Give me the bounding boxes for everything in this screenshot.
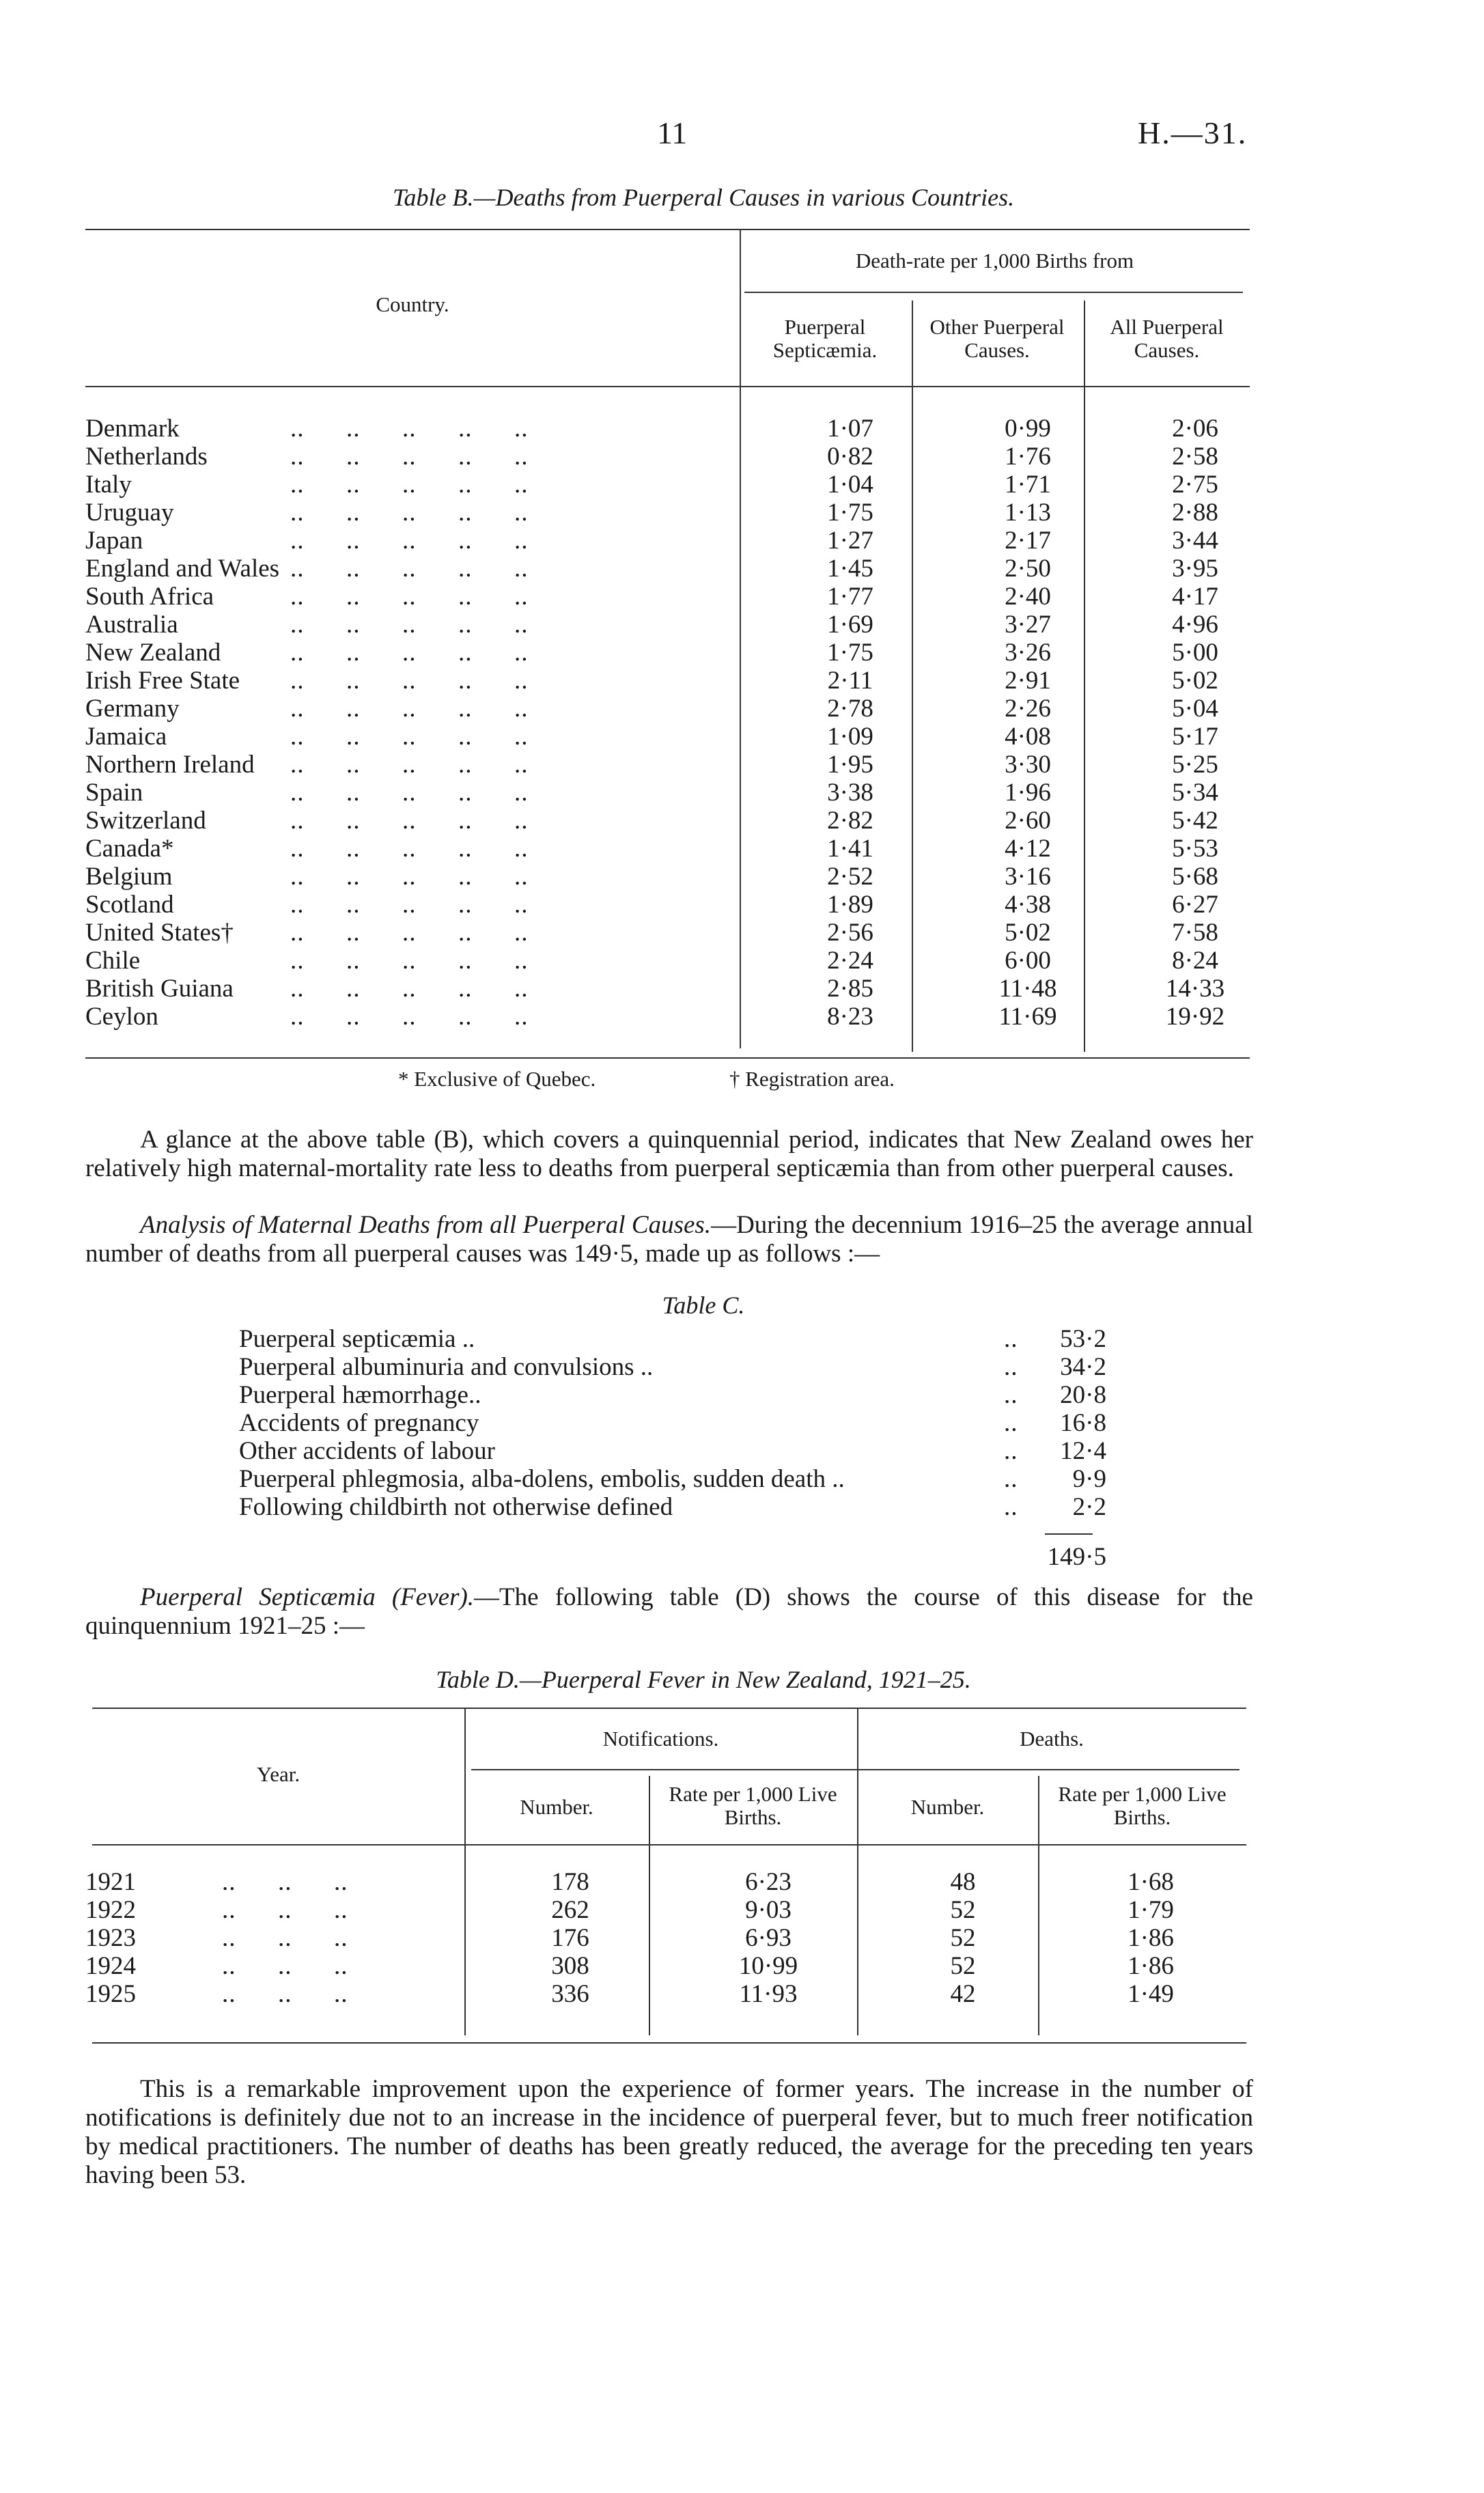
table-b-footnote-quebec: * Exclusive of Quebec. — [398, 1067, 596, 1091]
paragraph-septicaemia — [85, 1583, 1253, 1641]
cause-value: 9·9 — [1072, 1465, 1106, 1493]
table-row — [85, 1868, 1246, 1896]
table-row — [85, 1980, 1246, 2008]
septicaemia-rate: 1·45 — [827, 555, 873, 583]
all-causes-rate: 3·44 — [1172, 527, 1218, 555]
list-item — [239, 1353, 1106, 1381]
leader-dots: .. .. .. .. .. — [290, 863, 529, 891]
country-name: Switzerland — [85, 807, 206, 835]
notifications-number: 176 — [551, 1924, 589, 1952]
table-row — [85, 1952, 1246, 1980]
leader-dots: .. .. .. — [222, 1868, 348, 1896]
leader-dots: .. .. .. .. .. — [290, 751, 529, 779]
all-causes-rate: 3·95 — [1172, 555, 1218, 583]
page-number: 11 — [657, 115, 688, 150]
cause-value: 16·8 — [1060, 1409, 1106, 1437]
septicaemia-rate: 1·09 — [827, 723, 873, 751]
leader-dots: .. .. .. .. .. — [290, 947, 529, 975]
table-row — [85, 415, 1250, 443]
other-causes-rate: 11·48 — [998, 975, 1057, 1003]
all-causes-rate: 5·68 — [1172, 863, 1218, 891]
notifications-rate: 6·23 — [745, 1868, 792, 1896]
table-c-total-rule — [1045, 1533, 1093, 1535]
table-row — [85, 555, 1250, 583]
all-causes-rate: 2·75 — [1172, 471, 1218, 499]
paragraph-analysis-text: —During the decennium 1916–25 the average annual number of deaths from all puerperal causes was 149·5, made up as follows :— — [85, 1211, 1253, 1268]
other-causes-rate: 1·13 — [1005, 499, 1051, 527]
paragraph-septicaemia-heading: Puerperal Septicæmia (Fever). — [140, 1583, 475, 1611]
year: 1924 — [85, 1952, 136, 1980]
country-name: Ceylon — [85, 1003, 158, 1031]
table-b-col-all: All Puerperal Causes. — [1110, 315, 1224, 362]
table-b-header-rule — [85, 386, 1250, 387]
table-row — [85, 499, 1250, 527]
table-row — [85, 527, 1250, 555]
year: 1921 — [85, 1868, 136, 1896]
all-causes-rate: 2·58 — [1172, 443, 1218, 471]
table-d-bottom-rule — [92, 2042, 1246, 2044]
all-causes-rate: 5·04 — [1172, 695, 1218, 723]
all-causes-rate: 8·24 — [1172, 947, 1218, 975]
leader-dots: .. .. .. .. .. — [290, 779, 529, 807]
leader-dots: .. — [1004, 1493, 1018, 1521]
table-d-deaths-header: Deaths. — [1020, 1727, 1084, 1751]
country-name: Chile — [85, 947, 141, 975]
other-causes-rate: 3·27 — [1005, 611, 1051, 639]
country-name: Irish Free State — [85, 667, 240, 695]
table-d-group-rule — [471, 1769, 1240, 1770]
table-d-deaths-rate-header: Rate per 1,000 Live Births. — [1058, 1782, 1227, 1829]
country-name: Jamaica — [85, 723, 167, 751]
notifications-number: 308 — [551, 1952, 589, 1980]
deaths-number: 52 — [950, 1952, 976, 1980]
all-causes-rate: 5·42 — [1172, 807, 1218, 835]
leader-dots: .. — [1004, 1437, 1018, 1465]
cause-label: Following childbirth not otherwise defined — [239, 1493, 673, 1521]
all-causes-rate: 14·33 — [1165, 975, 1225, 1003]
deaths-number: 52 — [950, 1896, 976, 1924]
notifications-number: 178 — [551, 1868, 589, 1896]
table-b-bottom-rule — [85, 1057, 1250, 1059]
other-causes-rate: 3·16 — [1005, 863, 1051, 891]
list-item — [239, 1465, 1106, 1493]
other-causes-rate: 2·50 — [1005, 555, 1051, 583]
table-row — [85, 863, 1250, 891]
leader-dots: .. .. .. — [222, 1896, 348, 1924]
country-name: Australia — [85, 611, 178, 639]
leader-dots: .. — [1004, 1325, 1018, 1353]
table-d-notif-number-header: Number. — [520, 1795, 593, 1819]
table-b-col-other: Other Puerperal Causes. — [929, 315, 1065, 362]
table-d-notif-rate-header: Rate per 1,000 Live Births. — [669, 1782, 837, 1829]
paragraph-septicaemia-text: —The following table (D) shows the course of this disease for the quinquennium 1921–25 :— — [85, 1583, 1253, 1640]
leader-dots: .. — [1004, 1465, 1018, 1493]
cause-label: Other accidents of labour — [239, 1437, 495, 1465]
leader-dots: .. .. .. .. .. — [290, 443, 529, 471]
country-name: Italy — [85, 471, 132, 499]
all-causes-rate: 2·06 — [1172, 415, 1218, 443]
leader-dots: .. .. .. .. .. — [290, 975, 529, 1003]
other-causes-rate: 11·69 — [998, 1003, 1057, 1031]
table-row — [85, 947, 1250, 975]
table-row — [85, 1896, 1246, 1924]
other-causes-rate: 4·38 — [1005, 891, 1051, 919]
other-causes-rate: 2·17 — [1005, 527, 1051, 555]
table-d-top-rule — [92, 1708, 1246, 1709]
other-causes-rate: 6·00 — [1005, 947, 1051, 975]
leader-dots: .. .. .. .. .. — [290, 415, 529, 443]
table-row — [85, 835, 1250, 863]
septicaemia-rate: 1·27 — [827, 527, 873, 555]
septicaemia-rate: 2·85 — [827, 975, 873, 1003]
cause-value: 34·2 — [1060, 1353, 1106, 1381]
leader-dots: .. .. .. .. .. — [290, 807, 529, 835]
septicaemia-rate: 3·38 — [827, 779, 873, 807]
table-b-country-header: Country. — [376, 292, 449, 316]
leader-dots: .. .. .. .. .. — [290, 639, 529, 667]
other-causes-rate: 0·99 — [1005, 415, 1051, 443]
table-row — [85, 807, 1250, 835]
table-row — [85, 919, 1250, 947]
table-b-footnote-registration: † Registration area. — [729, 1067, 895, 1091]
cause-label: Puerperal albuminuria and convulsions .. — [239, 1353, 654, 1381]
deaths-rate: 1·86 — [1128, 1952, 1174, 1980]
other-causes-rate: 1·76 — [1005, 443, 1051, 471]
country-name: Netherlands — [85, 443, 208, 471]
paragraph-conclusion: This is a remarkable improvement upon the experience of former years. The increase in the number of notifications is definitely due not to an increase in the incidence of puerperal fever, but to much freer notification by medical practitioners. The number of deaths has been greatly reduced, the average for the preceding ten years having been 53. — [85, 2075, 1253, 2189]
septicaemia-rate: 1·89 — [827, 891, 873, 919]
leader-dots: .. .. .. .. .. — [290, 667, 529, 695]
leader-dots: .. .. .. .. .. — [290, 919, 529, 947]
septicaemia-rate: 1·04 — [827, 471, 873, 499]
all-causes-rate: 7·58 — [1172, 919, 1218, 947]
table-row — [85, 471, 1250, 499]
table-row — [85, 723, 1250, 751]
leader-dots: .. .. .. .. .. — [290, 555, 529, 583]
table-row — [85, 639, 1250, 667]
septicaemia-rate: 2·52 — [827, 863, 873, 891]
year: 1923 — [85, 1924, 136, 1952]
country-name: Spain — [85, 779, 143, 807]
septicaemia-rate: 1·41 — [827, 835, 873, 863]
septicaemia-rate: 0·82 — [827, 443, 873, 471]
leader-dots: .. .. .. .. .. — [290, 1003, 529, 1031]
country-name: South Africa — [85, 583, 214, 611]
other-causes-rate: 2·26 — [1005, 695, 1051, 723]
all-causes-rate: 6·27 — [1172, 891, 1218, 919]
other-causes-rate: 5·02 — [1005, 919, 1051, 947]
septicaemia-rate: 1·69 — [827, 611, 873, 639]
cause-label: Accidents of pregnancy — [239, 1409, 479, 1437]
paragraph-analysis-heading: Analysis of Maternal Deaths from all Puerperal Causes. — [140, 1211, 712, 1239]
table-row — [85, 751, 1250, 779]
table-b-group-header: Death-rate per 1,000 Births from — [855, 249, 1134, 273]
country-name: United States† — [85, 919, 234, 947]
table-d-year-header: Year. — [256, 1762, 300, 1786]
table-row — [85, 611, 1250, 639]
septicaemia-rate: 1·07 — [827, 415, 873, 443]
paragraph-table-b-summary: A glance at the above table (B), which covers a quinquennial period, indicates that New Zealand owes her relatively high maternal-mortality rate less to deaths from puerperal septicæmia than from other puerperal causes. — [85, 1126, 1253, 1182]
year: 1922 — [85, 1896, 136, 1924]
septicaemia-rate: 2·78 — [827, 695, 873, 723]
table-d-notifications-header: Notifications. — [602, 1727, 719, 1751]
country-name: Japan — [85, 527, 143, 555]
table-d-caption: Table D.—Puerperal Fever in New Zealand, 1921–25. — [436, 1666, 971, 1693]
list-item — [239, 1381, 1106, 1409]
septicaemia-rate: 2·11 — [827, 667, 873, 695]
table-row — [85, 443, 1250, 471]
table-row — [85, 779, 1250, 807]
table-b-top-rule — [85, 229, 1250, 230]
leader-dots: .. — [1004, 1353, 1018, 1381]
septicaemia-rate: 8·23 — [827, 1003, 873, 1031]
other-causes-rate: 2·60 — [1005, 807, 1051, 835]
leader-dots: .. — [1004, 1381, 1018, 1409]
other-causes-rate: 1·71 — [1005, 471, 1051, 499]
cause-label: Puerperal hæmorrhage.. — [239, 1381, 481, 1409]
septicaemia-rate: 1·75 — [827, 639, 873, 667]
septicaemia-rate: 1·95 — [827, 751, 873, 779]
deaths-rate: 1·68 — [1128, 1868, 1174, 1896]
leader-dots: .. .. .. .. .. — [290, 723, 529, 751]
table-b-col-septicaemia: Puerperal Septicæmia. — [772, 315, 878, 362]
table-d-header-rule — [92, 1844, 1246, 1846]
leader-dots: .. .. .. .. .. — [290, 499, 529, 527]
document-code: H.—31. — [1138, 115, 1248, 150]
notifications-rate: 11·93 — [739, 1980, 798, 2008]
notifications-rate: 6·93 — [745, 1924, 792, 1952]
other-causes-rate: 4·08 — [1005, 723, 1051, 751]
leader-dots: .. .. .. — [222, 1924, 348, 1952]
deaths-number: 42 — [950, 1980, 976, 2008]
table-row — [85, 583, 1250, 611]
all-causes-rate: 2·88 — [1172, 499, 1218, 527]
cause-value: 53·2 — [1060, 1325, 1106, 1353]
other-causes-rate: 3·26 — [1005, 639, 1051, 667]
leader-dots: .. .. .. .. .. — [290, 583, 529, 611]
cause-value: 2·2 — [1072, 1493, 1106, 1521]
septicaemia-rate: 1·77 — [827, 583, 873, 611]
paragraph-analysis — [85, 1211, 1253, 1268]
leader-dots: .. .. .. .. .. — [290, 611, 529, 639]
country-name: Scotland — [85, 891, 174, 919]
deaths-number: 52 — [950, 1924, 976, 1952]
year: 1925 — [85, 1980, 136, 2008]
deaths-rate: 1·86 — [1128, 1924, 1174, 1952]
other-causes-rate: 3·30 — [1005, 751, 1051, 779]
leader-dots: .. .. .. .. .. — [290, 835, 529, 863]
septicaemia-rate: 2·56 — [827, 919, 873, 947]
leader-dots: .. .. .. — [222, 1952, 348, 1980]
table-b-caption: Table B.—Deaths from Puerperal Causes in various Countries. — [392, 184, 1015, 211]
notifications-number: 336 — [551, 1980, 589, 2008]
list-item — [239, 1437, 1106, 1465]
leader-dots: .. .. .. .. .. — [290, 695, 529, 723]
table-c-total: 149·5 — [1047, 1543, 1106, 1571]
table-row — [85, 975, 1250, 1003]
septicaemia-rate: 1·75 — [827, 499, 873, 527]
other-causes-rate: 4·12 — [1005, 835, 1051, 863]
table-row — [85, 1003, 1250, 1031]
country-name: Denmark — [85, 415, 180, 443]
table-row — [85, 695, 1250, 723]
other-causes-rate: 2·91 — [1005, 667, 1051, 695]
leader-dots: .. .. .. .. .. — [290, 527, 529, 555]
country-name: Germany — [85, 695, 180, 723]
septicaemia-rate: 2·24 — [827, 947, 873, 975]
country-name: Canada* — [85, 835, 174, 863]
all-causes-rate: 5·02 — [1172, 667, 1218, 695]
country-name: British Guiana — [85, 975, 234, 1003]
deaths-rate: 1·49 — [1128, 1980, 1174, 2008]
cause-label: Puerperal phlegmosia, alba-dolens, embolis, sudden death .. — [239, 1465, 845, 1493]
list-item — [239, 1409, 1106, 1437]
country-name: Northern Ireland — [85, 751, 255, 779]
table-row — [85, 891, 1250, 919]
table-b-group-rule — [744, 292, 1243, 293]
notifications-rate: 9·03 — [745, 1896, 792, 1924]
septicaemia-rate: 2·82 — [827, 807, 873, 835]
other-causes-rate: 2·40 — [1005, 583, 1051, 611]
all-causes-rate: 19·92 — [1165, 1003, 1225, 1031]
table-c-caption: Table C. — [662, 1292, 745, 1319]
other-causes-rate: 1·96 — [1005, 779, 1051, 807]
all-causes-rate: 5·34 — [1172, 779, 1218, 807]
country-name: Uruguay — [85, 499, 174, 527]
cause-label: Puerperal septicæmia .. — [239, 1325, 475, 1353]
cause-value: 20·8 — [1060, 1381, 1106, 1409]
leader-dots: .. .. .. .. .. — [290, 891, 529, 919]
table-d-deaths-number-header: Number. — [910, 1795, 985, 1819]
leader-dots: .. .. .. — [222, 1980, 348, 2008]
leader-dots: .. — [1004, 1409, 1018, 1437]
list-item — [239, 1325, 1106, 1353]
table-row — [85, 1924, 1246, 1952]
all-causes-rate: 5·17 — [1172, 723, 1218, 751]
all-causes-rate: 4·96 — [1172, 611, 1218, 639]
all-causes-rate: 5·25 — [1172, 751, 1218, 779]
all-causes-rate: 4·17 — [1172, 583, 1218, 611]
all-causes-rate: 5·00 — [1172, 639, 1218, 667]
leader-dots: .. .. .. .. .. — [290, 471, 529, 499]
list-item — [239, 1493, 1106, 1521]
notifications-number: 262 — [551, 1896, 589, 1924]
country-name: New Zealand — [85, 639, 221, 667]
country-name: England and Wales — [85, 555, 280, 583]
country-name: Belgium — [85, 863, 173, 891]
notifications-rate: 10·99 — [738, 1952, 798, 1980]
deaths-rate: 1·79 — [1128, 1896, 1174, 1924]
deaths-number: 48 — [950, 1868, 976, 1896]
cause-value: 12·4 — [1060, 1437, 1106, 1465]
table-row — [85, 667, 1250, 695]
all-causes-rate: 5·53 — [1172, 835, 1218, 863]
